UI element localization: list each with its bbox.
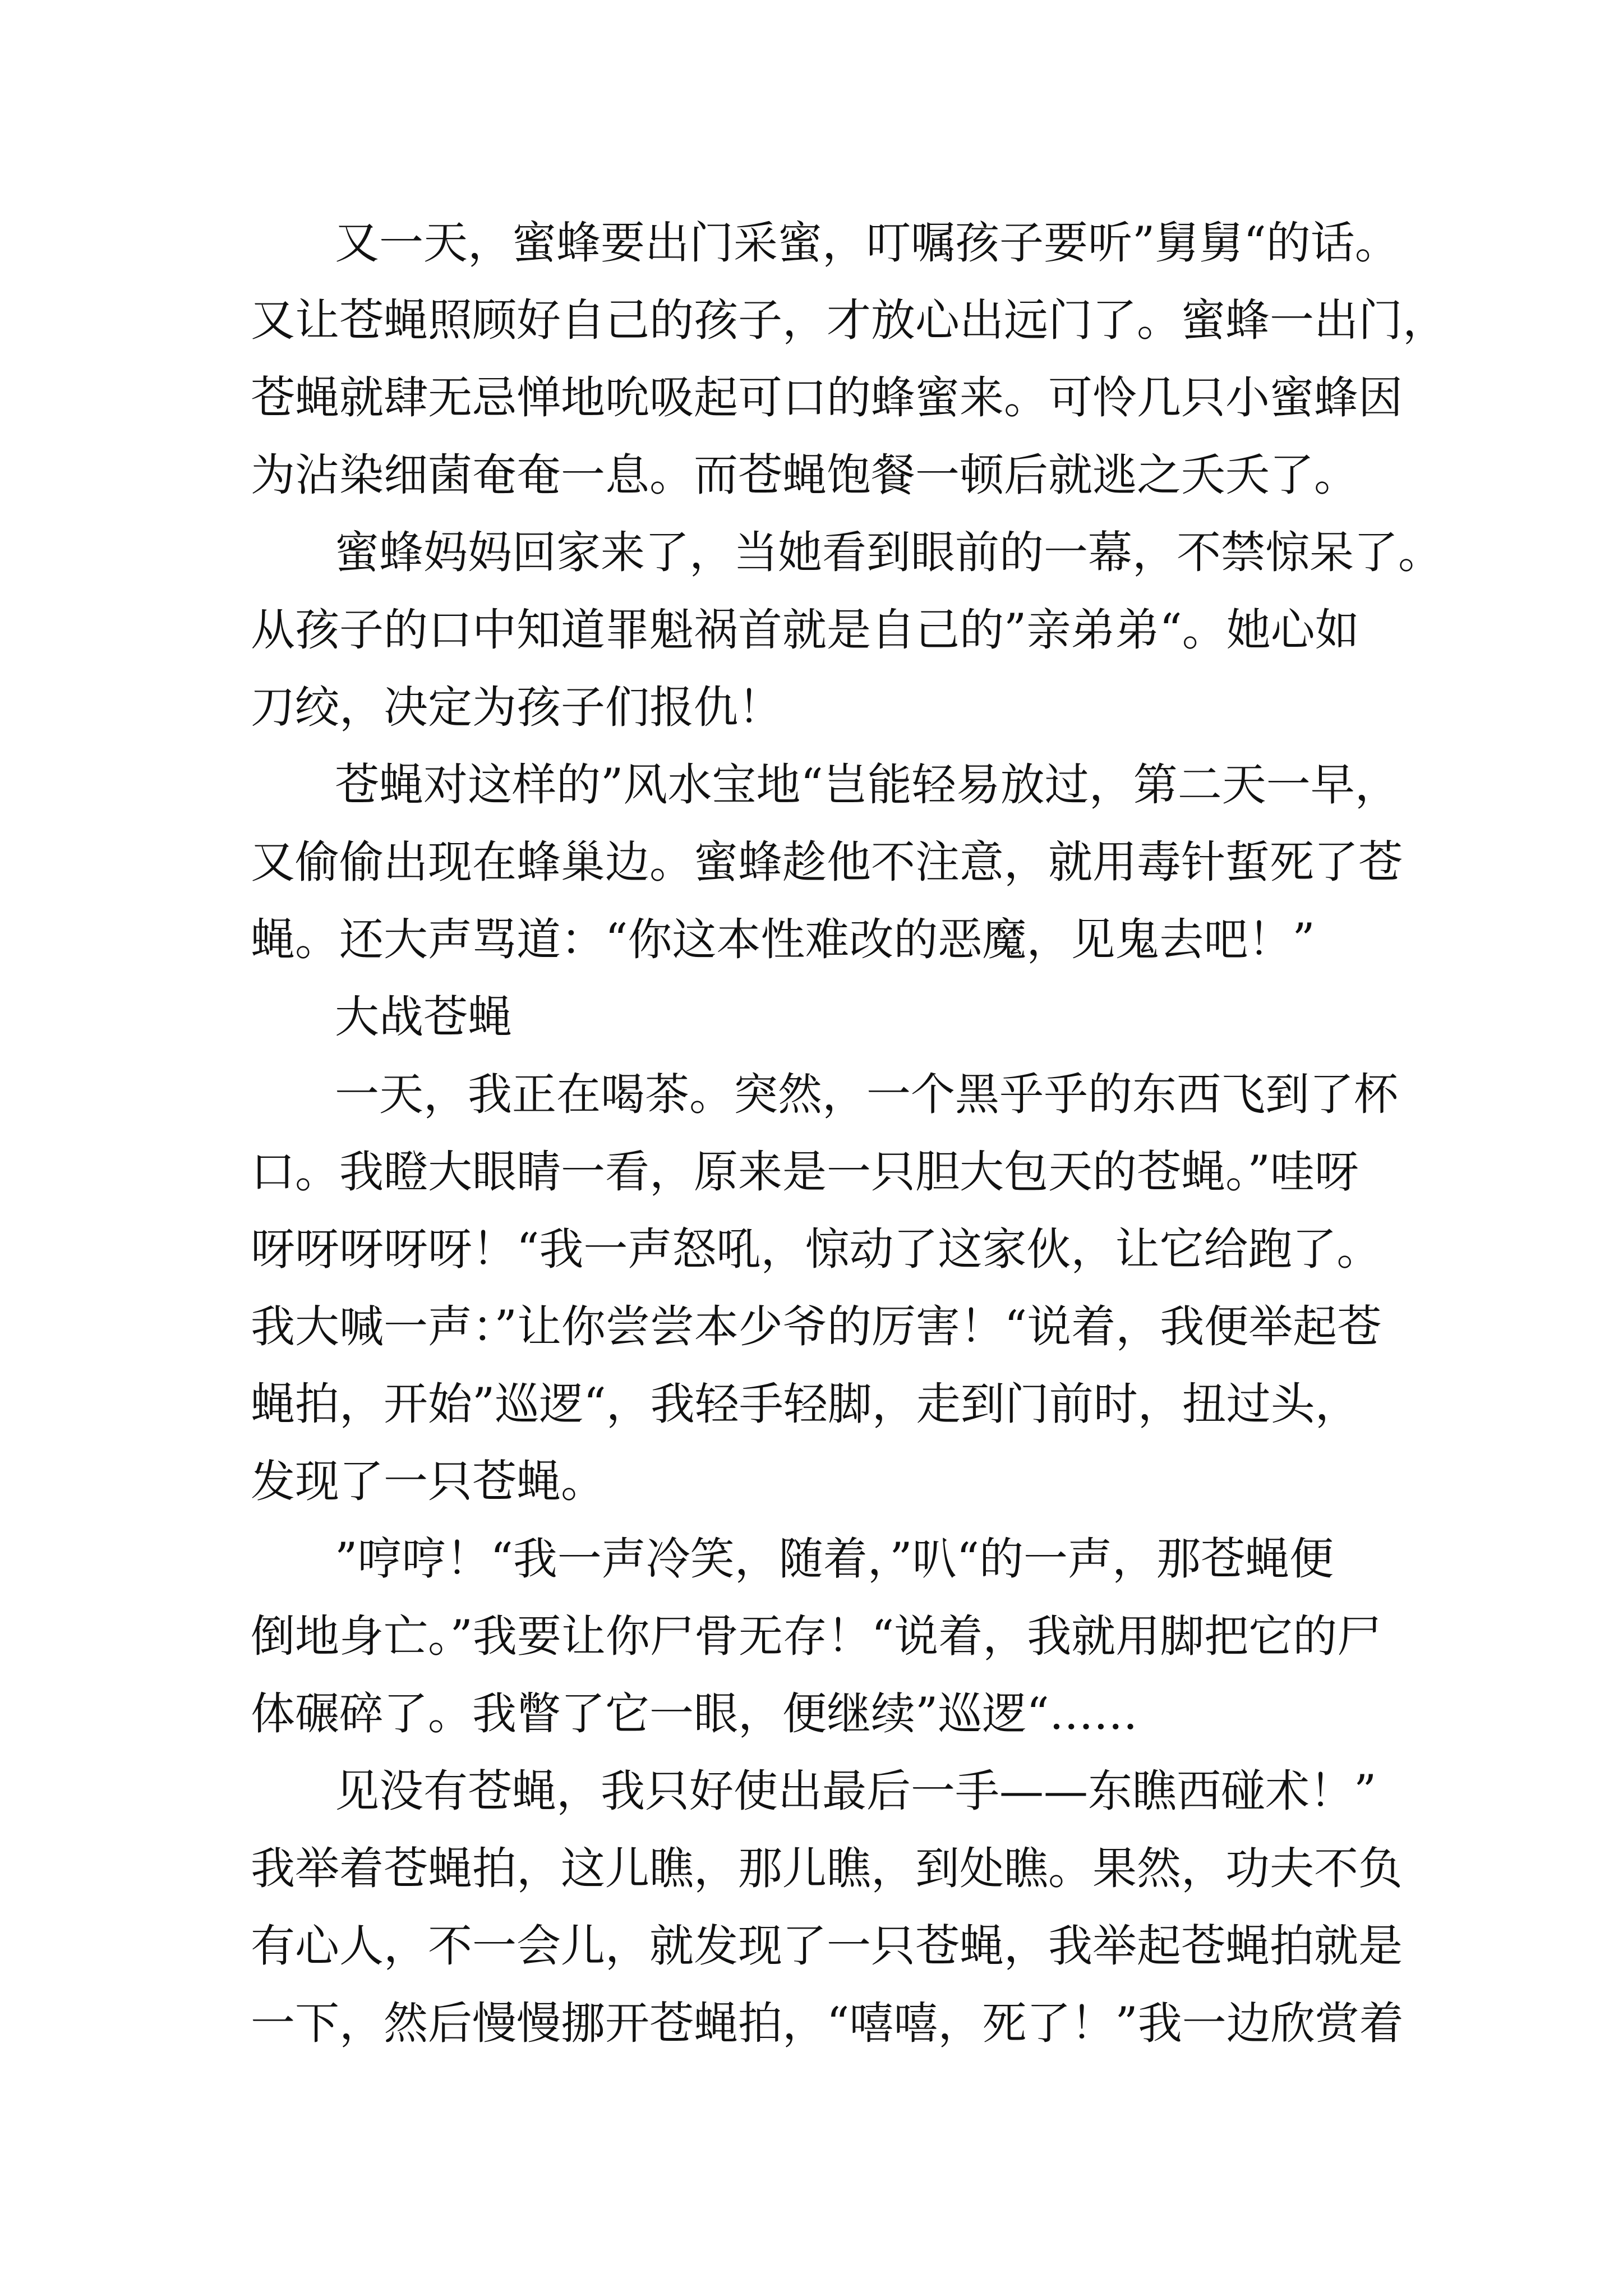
- text-line: 一下，然后慢慢挪开苍蝇拍，“嘻嘻，死了！”我一边欣赏着: [251, 1998, 1404, 2049]
- text-line: 我举着苍蝇拍，这儿瞧，那儿瞧，到处瞧。果然，功夫不负: [251, 1843, 1403, 1894]
- text-line: 口。我瞪大眼睛一看，原来是一只胆大包天的苍蝇。”哇呀: [251, 1146, 1359, 1198]
- text-line: 我大喊一声：”让你尝尝本少爷的厉害！“说着，我便举起苍: [251, 1301, 1382, 1352]
- text-line: 苍蝇对这样的”风水宝地“岂能轻易放过，第二天一早，: [335, 759, 1399, 811]
- section-heading: 大战苍蝇: [335, 991, 512, 1043]
- text-line: 又偷偷出现在蜂巢边。蜜蜂趁他不注意，就用毒针蜇死了苍: [251, 836, 1403, 888]
- text-line: 发现了一只苍蝇。: [251, 1456, 605, 1507]
- text-line: 刀绞，决定为孩子们报仇！: [251, 682, 782, 733]
- text-line: 为沾染细菌奄奄一息。而苍蝇饱餐一顿后就逃之夭夭了。: [251, 449, 1358, 501]
- text-line: 体碾碎了。我瞥了它一眼，便继续”巡逻“……: [251, 1688, 1138, 1740]
- text-line: 从孩子的口中知道罪魁祸首就是自己的”亲弟弟“。她心如: [251, 604, 1359, 656]
- text-line: 一天，我正在喝茶。突然，一个黑乎乎的东西飞到了杯: [335, 1069, 1398, 1120]
- text-line: 蜜蜂妈妈回家来了，当她看到眼前的一幕，不禁惊呆了。: [335, 527, 1442, 578]
- text-line: 蝇。还大声骂道：“你这本性难改的恶魔，见鬼去吧！”: [251, 914, 1315, 965]
- text-line: 苍蝇就肆无忌惮地吮吸起可口的蜂蜜来。可怜几只小蜜蜂因: [251, 372, 1403, 424]
- text-line: 又一天，蜜蜂要出门采蜜，叮嘱孩子要听”舅舅“的话。: [335, 217, 1399, 269]
- text-line: 蝇拍，开始”巡逻“，我轻手轻脚，走到门前时，扭过头，: [251, 1378, 1359, 1430]
- text-line: 见没有苍蝇，我只好使出最后一手——东瞧西碰术！”: [335, 1765, 1377, 1817]
- text-line: ”哼哼！“我一声冷笑，随着，”叭“的一声，那苍蝇便: [335, 1533, 1334, 1585]
- text-line: 有心人，不一会儿，就发现了一只苍蝇，我举起苍蝇拍就是: [251, 1920, 1403, 1972]
- text-line: 又让苍蝇照顾好自己的孩子，才放心出远门了。蜜蜂一出门，: [251, 295, 1447, 346]
- text-line: 倒地身亡。”我要让你尸骨无存！“说着，我就用脚把它的尸: [251, 1611, 1382, 1662]
- text-line: 呀呀呀呀呀！“我一声怒吼，惊动了这家伙，让它给跑了。: [251, 1223, 1381, 1275]
